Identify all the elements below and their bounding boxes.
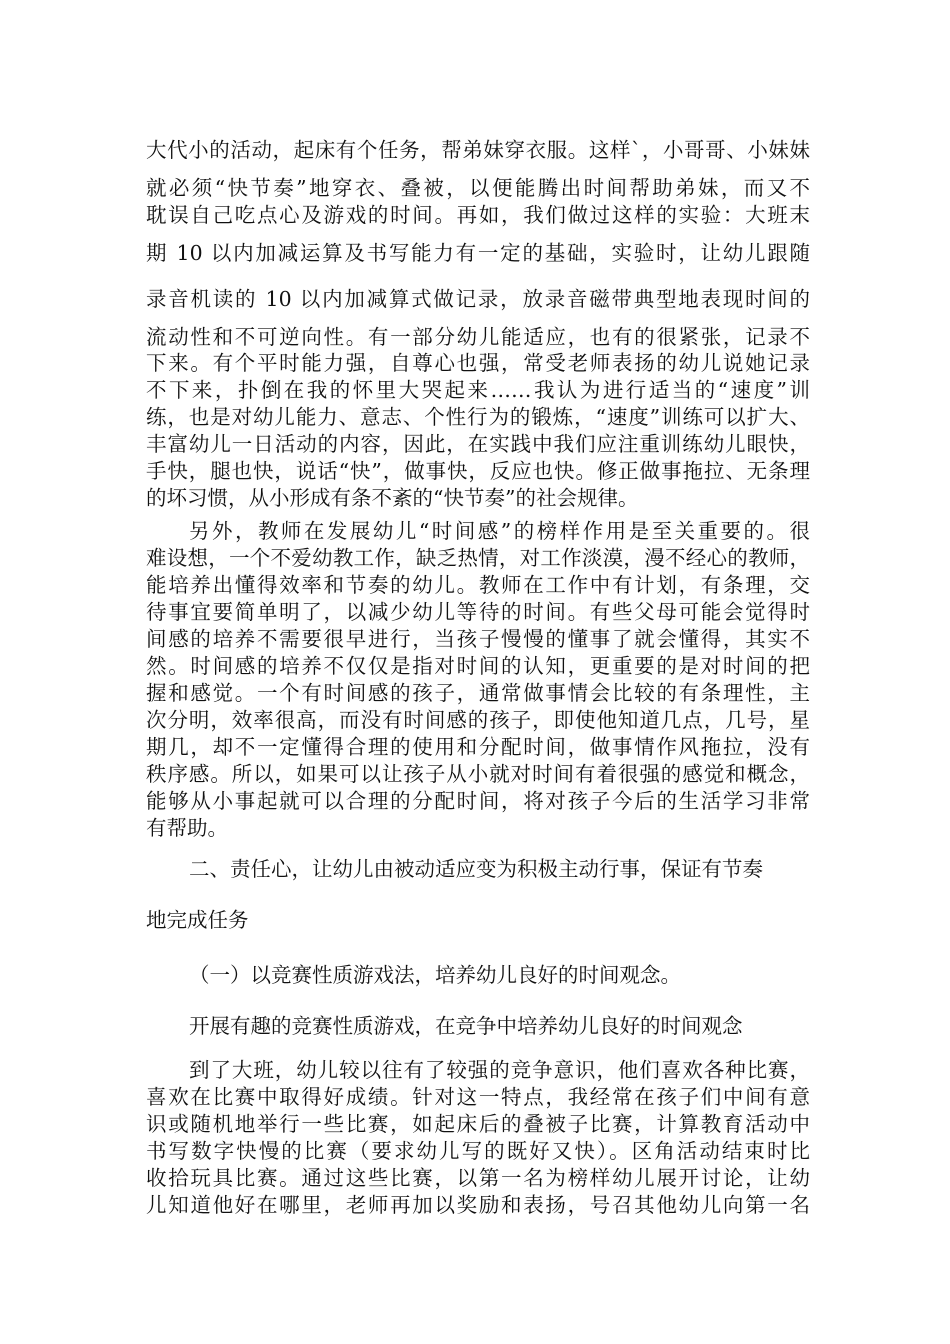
text-line: 喜欢在比赛中取得好成绩。针对这一特点，我经常在孩子们中间有意 — [146, 1085, 810, 1109]
paragraph-line: 开展有趣的竞赛性质游戏，在竞争中培养幼儿良好的时间观念 — [189, 1014, 743, 1038]
text-line: 期 10 以内加减运算及书写能力有一定的基础，实验时，让幼儿跟随 — [146, 241, 810, 265]
text-line: 秩序感。所以，如果可以让孩子从小就对时间有着很强的感觉和概念， — [146, 762, 810, 786]
text-line: 期几，却不一定懂得合理的使用和分配时间，做事情作风拖拉，没有 — [146, 735, 810, 759]
text-line: 书写数字快慢的比赛（要求幼儿写的既好又快）。区角活动结束时比 — [146, 1139, 810, 1163]
text-line: 的坏习惯，从小形成有条不紊的“快节奏”的社会规律。 — [146, 486, 639, 510]
text-line: 流动性和不可逆向性。有一部分幼儿能适应，也有的很紧张，记录不 — [146, 325, 810, 349]
text-line: 难设想，一个不爱幼教工作，缺乏热情，对工作淡漠，漫不经心的教师， — [146, 546, 810, 570]
text-line: 然。时间感的培养不仅仅是指对时间的认知，更重要的是对时间的把 — [146, 654, 810, 678]
text-line: 练，也是对幼儿能力、意志、个性行为的锻炼，“速度”训练可以扩大、 — [146, 405, 810, 429]
text-line: 大代小的活动，起床有个任务，帮弟妹穿衣服。这样`，小哥哥、小妹妹 — [146, 138, 810, 162]
section-heading-continued: 地完成任务 — [146, 908, 249, 932]
text-line: 识或随机地举行一些比赛，如起床后的叠被子比赛，计算教育活动中 — [146, 1112, 810, 1136]
text-line: 有帮助。 — [146, 816, 228, 840]
text-line: 能培养出懂得效率和节奏的幼儿。教师在工作中有计划，有条理，交 — [146, 573, 810, 597]
text-line: 下来。有个平时能力强，自尊心也强，常受老师表扬的幼儿说她记录 — [146, 351, 810, 375]
text-line: 待事宜要简单明了，以减少幼儿等待的时间。有些父母可能会觉得时 — [146, 600, 810, 624]
text-line: 收拾玩具比赛。通过这些比赛，以第一名为榜样幼儿展开讨论，让幼 — [146, 1166, 810, 1190]
text-line: 就必须“快节奏”地穿衣、叠被，以便能腾出时间帮助弟妹，而又不 — [146, 176, 810, 200]
text-line: 丰富幼儿一日活动的内容，因此，在实践中我们应注重训练幼儿眼快， — [146, 432, 810, 456]
text-line: 能够从小事起就可以合理的分配时间，将对孩子今后的生活学习非常 — [146, 789, 810, 813]
text-line: 手快，腿也快，说话“快”，做事快，反应也快。修正做事拖拉、无条理 — [146, 459, 810, 483]
text-line: 次分明，效率很高，而没有时间感的孩子，即使他知道几点，几号，星 — [146, 708, 810, 732]
text-line: 握和感觉。一个有时间感的孩子，通常做事情会比较的有条理性，主 — [146, 681, 810, 705]
text-line: 耽误自己吃点心及游戏的时间。再如，我们做过这样的实验：大班末 — [146, 203, 810, 227]
text-line: 录音机读的 10 以内加减算式做记录，放录音磁带典型地表现时间的 — [146, 287, 810, 311]
section-heading: 二、责任心，让幼儿由被动适应变为积极主动行事，保证有节奏 — [189, 857, 763, 881]
paragraph-first-line: 另外，教师在发展幼儿“时间感”的榜样作用是至关重要的。很 — [189, 519, 810, 543]
paragraph-first-line: 到了大班，幼儿较以往有了较强的竞争意识，他们喜欢各种比赛， — [189, 1058, 810, 1082]
text-line: 不下来，扑倒在我的怀里大哭起来……我认为进行适当的“速度”训 — [146, 378, 810, 402]
text-line: 间感的培养不需要很早进行，当孩子慢慢的懂事了就会懂得，其实不 — [146, 627, 810, 651]
text-line: 儿知道他好在哪里，老师再加以奖励和表扬，号召其他幼儿向第一名 — [146, 1193, 810, 1217]
subsection-heading: （一）以竞赛性质游戏法，培养幼儿良好的时间观念。 — [189, 963, 681, 987]
